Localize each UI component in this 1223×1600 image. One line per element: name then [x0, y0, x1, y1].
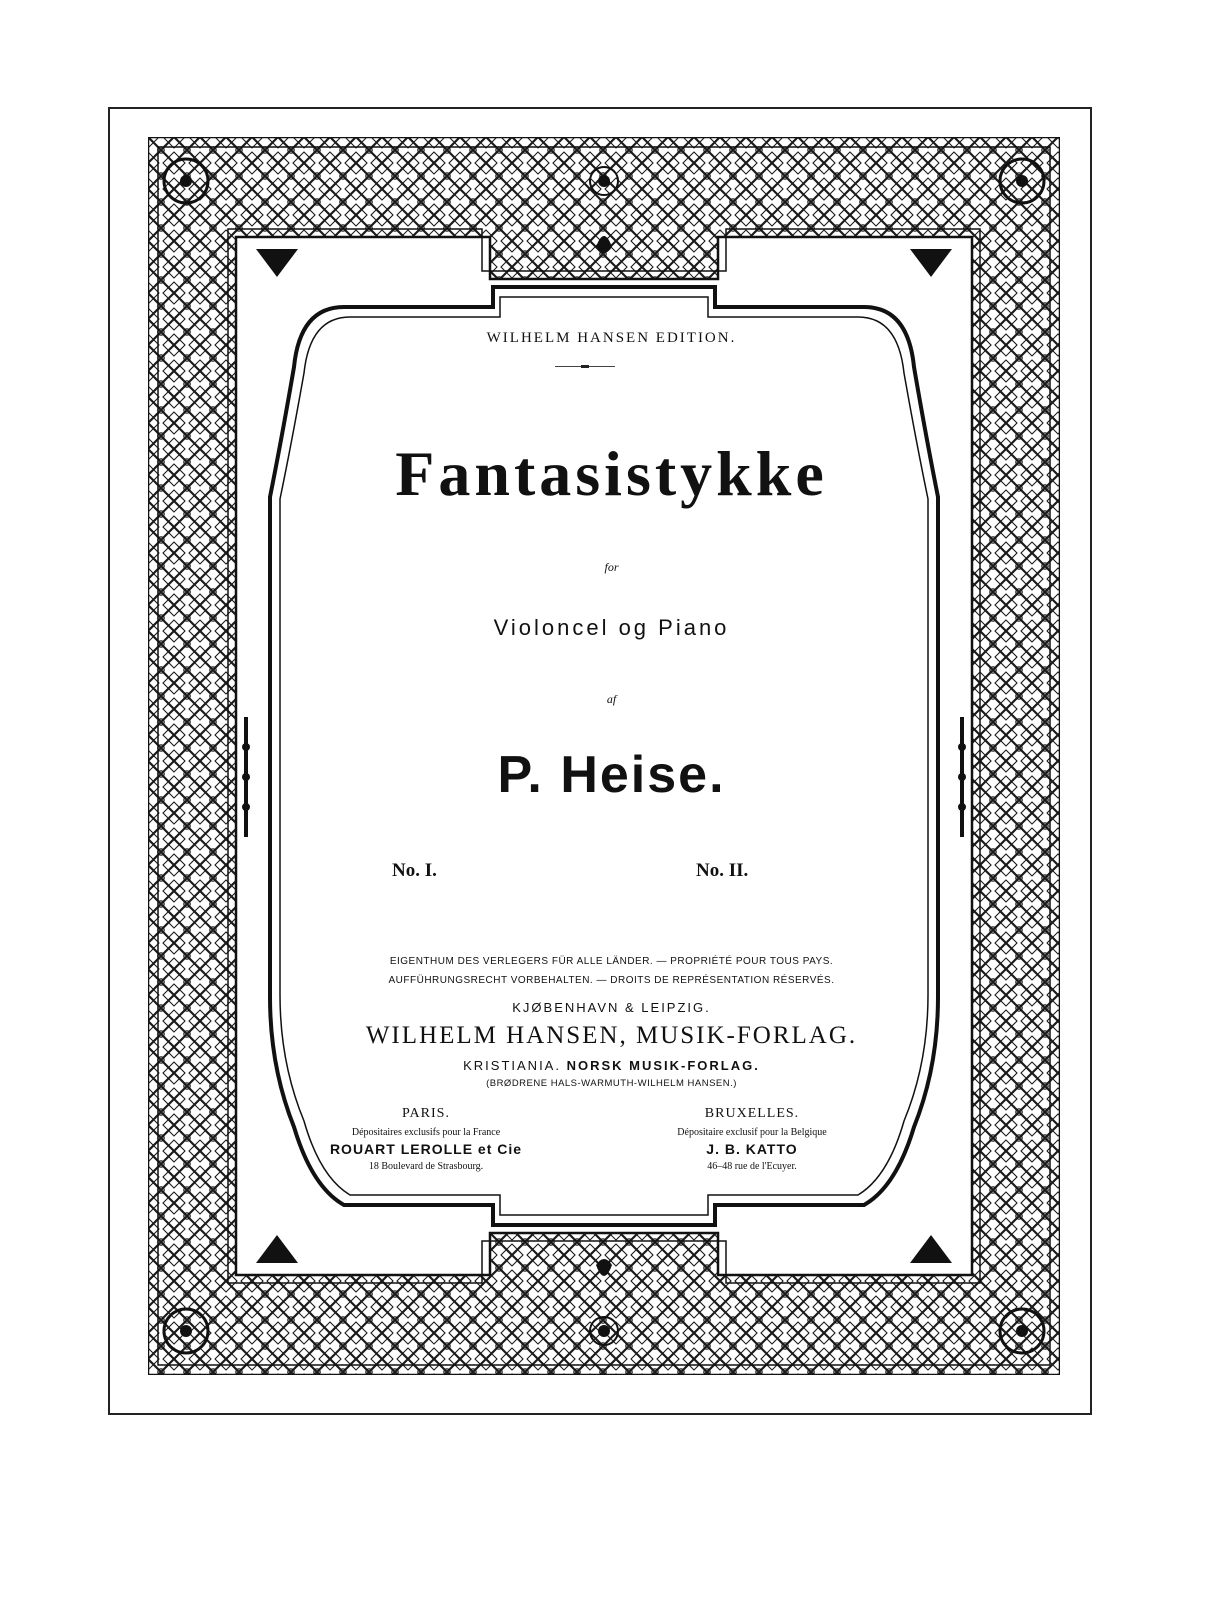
number-two: No. II. [696, 860, 749, 881]
instrumentation: Violoncel og Piano [493, 615, 730, 640]
work-title: Fantasistykke [395, 438, 828, 509]
rights-line-1: EIGENTHUM DES VERLEGERS FÜR ALLE LÄNDER. — PROPRIÉTÉ POUR TOUS PAYS. [389, 956, 834, 967]
composer-name: P. Heise. [497, 746, 726, 804]
norsk-publisher: NORSK MUSIK-FORLAG. [566, 1058, 760, 1073]
kristiania-row [0, 1058, 1223, 1073]
depository-city: BRUXELLES. [704, 1106, 800, 1121]
depository-note: Dépositaires exclusifs pour la France [351, 1127, 501, 1138]
depository-city: PARIS. [402, 1106, 450, 1121]
publisher-name: WILHELM HANSEN, MUSIK-FORLAG. [365, 1022, 858, 1049]
depository-address: 18 Boulevard de Strasbourg. [368, 1161, 484, 1172]
edition-divider [555, 366, 615, 367]
number-one: No. I. [392, 860, 437, 881]
for-word: for [604, 560, 619, 574]
rights-line-2: AUFFÜHRUNGSRECHT VORBEHALTEN. — DROITS DE REPRÉSENTATION RÉSERVÉS. [388, 975, 835, 986]
by-word: af [606, 692, 617, 706]
brodrene-line: (BRØDRENE HALS-WARMUTH-WILHELM HANSEN.) [486, 1078, 737, 1089]
depository-firm: ROUART LEROLLE et Cie [329, 1141, 523, 1157]
kristiania-city: KRISTIANIA. [463, 1058, 561, 1073]
depository-firm: J. B. KATTO [706, 1141, 798, 1157]
edition-title: WILHELM HANSEN EDITION. [486, 330, 737, 346]
depository-address: 46–48 rue de l'Ecuyer. [707, 1161, 797, 1172]
publisher-cities: KJØBENHAVN & LEIPZIG. [512, 1000, 711, 1015]
depository-note: Dépositaire exclusif pour la Belgique [677, 1127, 827, 1138]
